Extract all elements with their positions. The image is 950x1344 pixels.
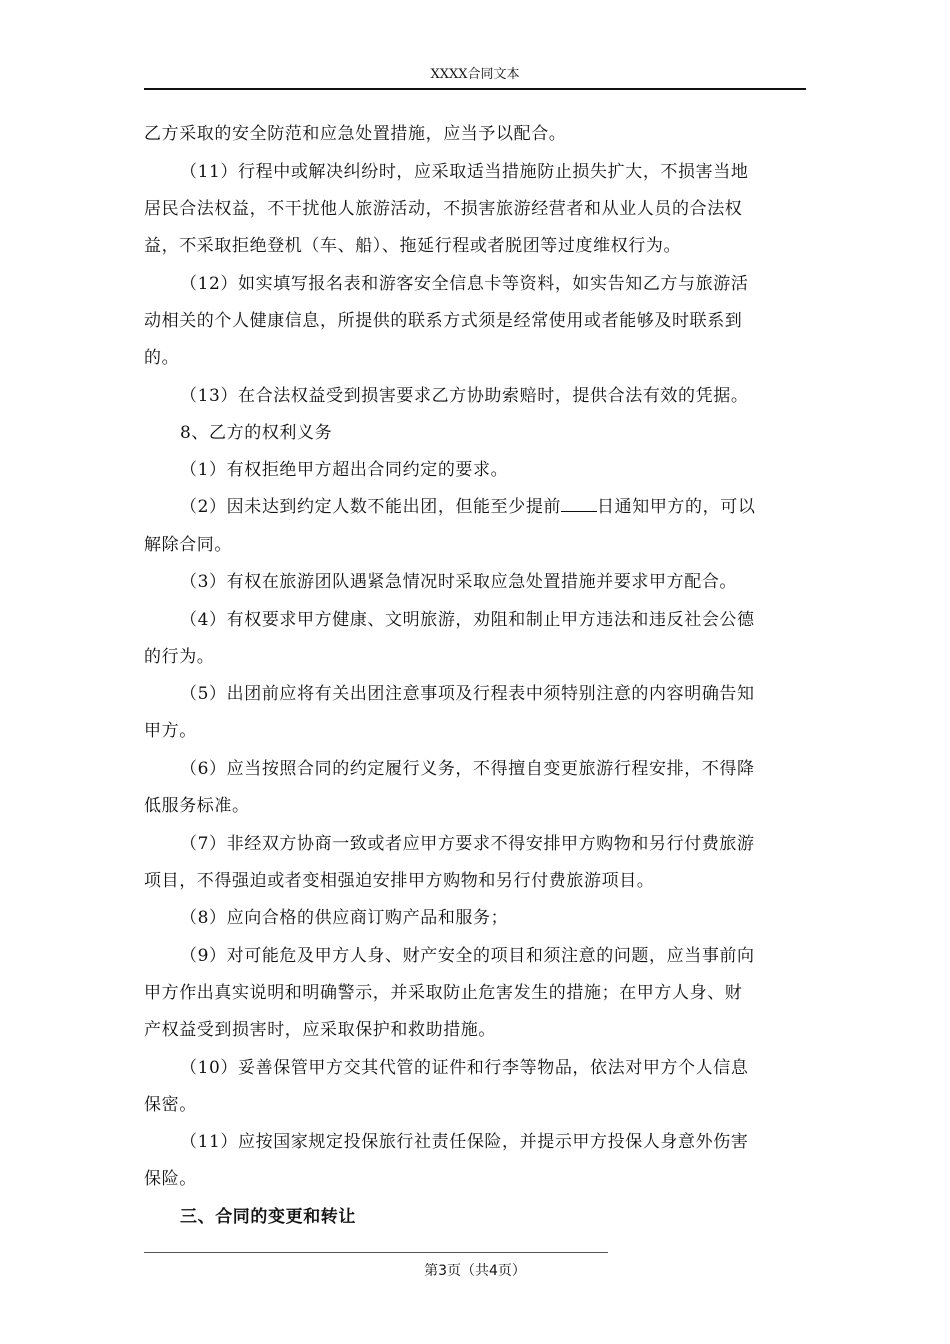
- page-header: [144, 64, 806, 90]
- paragraph-line: 动相关的个人健康信息，所提供的联系方式须是经常使用或者能够及时联系到: [144, 311, 743, 331]
- section-heading: 8、乙方的权利义务: [180, 423, 333, 443]
- line-part: （2）因未达到约定人数不能出团，但能至少提前: [180, 497, 562, 517]
- paragraph-line: （6）应当按照合同的约定履行义务，不得擅自变更旅游行程安排，不得降: [180, 759, 755, 779]
- section-title: 三、合同的变更和转让: [180, 1207, 356, 1227]
- paragraph-line-with-blank: [144, 489, 842, 525]
- paragraph-line: 的。: [144, 348, 180, 368]
- paragraph-line: （8）应向合格的供应商订购产品和服务；: [180, 908, 509, 928]
- footer-divider: [144, 1252, 608, 1253]
- paragraph-line: （13）在合法权益受到损害要求乙方协助索赔时，提供合法有效的凭据。: [180, 386, 749, 406]
- paragraph-line: 居民合法权益，不干扰他人旅游活动，不损害旅游经营者和从业人员的合法权: [144, 199, 743, 219]
- paragraph-line: 产权益受到损害时，应采取保护和救助措施。: [144, 1020, 496, 1040]
- paragraph-line: 乙方采取的安全防范和应急处置措施，应当予以配合。: [144, 124, 567, 144]
- paragraph-line: 益，不采取拒绝登机（车、船）、拖延行程或者脱团等过度维权行为。: [144, 236, 682, 256]
- header-title: XXXX合同文本: [430, 67, 520, 82]
- paragraph-line: （11）行程中或解决纠纷时，应采取适当措施防止损失扩大，不损害当地: [180, 162, 749, 182]
- paragraph-line: 保密。: [144, 1095, 197, 1115]
- paragraph-line: 甲方作出真实说明和明确警示，并采取防止危害发生的措施；在甲方人身、财: [144, 983, 743, 1003]
- paragraph-line: 保险。: [144, 1169, 197, 1189]
- paragraph-line: （5）出团前应将有关出团注意事项及行程表中须特别注意的内容明确告知: [180, 684, 755, 704]
- paragraph-line: （7）非经双方协商一致或者应甲方要求不得安排甲方购物和另行付费旅游: [180, 834, 755, 854]
- line-part: 日通知甲方的，可以: [597, 497, 756, 517]
- paragraph-line: 项目，不得强迫或者变相强迫安排甲方购物和另行付费旅游项目。: [144, 871, 655, 891]
- paragraph-line: （10）妥善保管甲方交其代管的证件和行李等物品，依法对甲方个人信息: [180, 1058, 749, 1078]
- paragraph-line: （12）如实填写报名表和游客安全信息卡等资料，如实告知乙方与旅游活: [180, 274, 749, 294]
- page-number: 第3页（共4页）: [424, 1263, 526, 1279]
- paragraph-line: 低服务标准。: [144, 796, 250, 816]
- paragraph-line: （1）有权拒绝甲方超出合同约定的要求。: [180, 460, 509, 480]
- paragraph-line: 的行为。: [144, 647, 215, 667]
- paragraph-line: （4）有权要求甲方健康、文明旅游，劝阻和制止甲方违法和违反社会公德: [180, 610, 755, 630]
- page-footer: [0, 1260, 950, 1280]
- paragraph-line: （9）对可能危及甲方人身、财产安全的项目和须注意的问题，应当事前向: [180, 946, 755, 966]
- paragraph-line: （11）应按国家规定投保旅行社责任保险，并提示甲方投保人身意外伤害: [180, 1132, 749, 1152]
- paragraph-line: 解除合同。: [144, 535, 232, 555]
- fill-in-blank[interactable]: [561, 494, 597, 512]
- paragraph-line: （3）有权在旅游团队遇紧急情况时采取应急处置措施并要求甲方配合。: [180, 572, 738, 592]
- paragraph-line: 甲方。: [144, 721, 197, 741]
